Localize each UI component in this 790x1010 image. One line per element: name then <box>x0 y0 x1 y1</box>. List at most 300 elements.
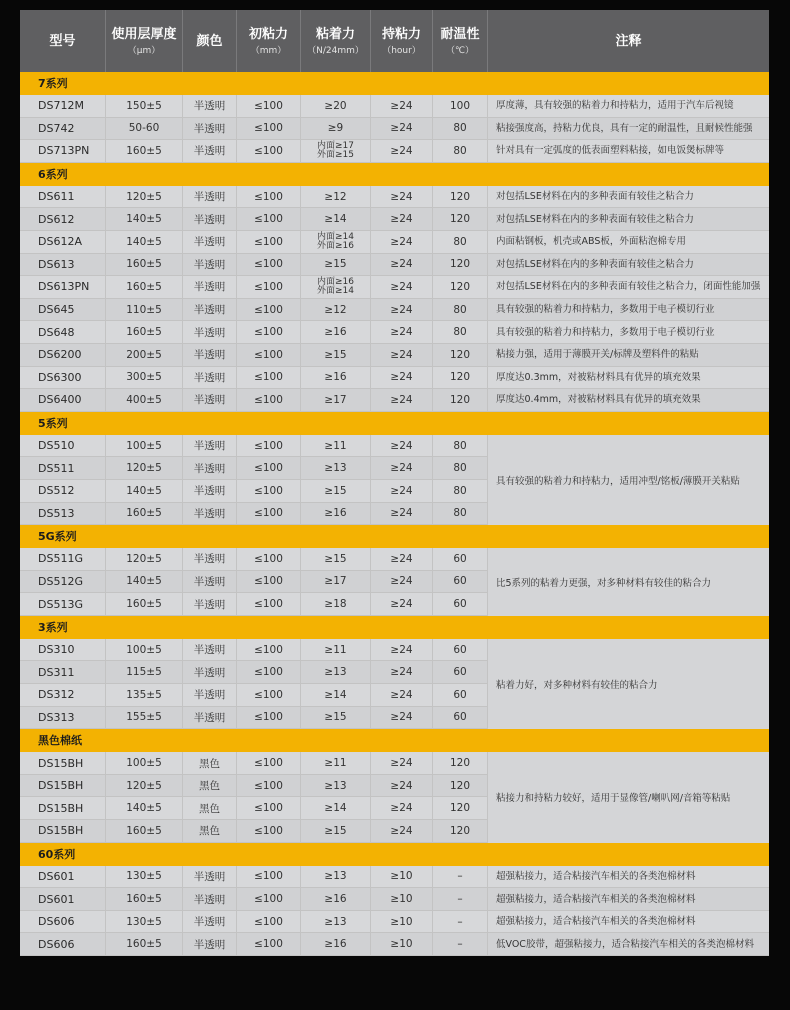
cell-temp: 120 <box>433 254 488 276</box>
cell-color: 半透明 <box>183 276 237 298</box>
cell-adh: ≥15 <box>301 480 371 502</box>
table-row <box>20 186 769 209</box>
cell-color: 黑色 <box>183 820 237 842</box>
cell-model: DS601 <box>20 866 106 888</box>
cell-tack: ≤100 <box>237 866 301 888</box>
cell-temp: – <box>433 888 488 910</box>
cell-thick: 160±5 <box>106 254 183 276</box>
header-unit: （℃） <box>445 45 475 56</box>
cell-adh: ≥13 <box>301 866 371 888</box>
table-row <box>20 118 769 141</box>
cell-adh: ≥9 <box>301 118 371 140</box>
header-title: 初粘力 <box>248 26 288 42</box>
cell-temp: 80 <box>433 299 488 321</box>
header-tack <box>237 10 301 72</box>
cell-hold: ≥24 <box>371 367 433 389</box>
cell-tack: ≤100 <box>237 888 301 910</box>
cell-thick: 160±5 <box>106 276 183 298</box>
cell-adh: ≥16 <box>301 503 371 525</box>
series-heading: 黑色棉纸 <box>20 729 769 752</box>
merged-note: 比5系列的粘着力更强，对多种材料有较佳的粘合力 <box>488 548 769 616</box>
cell-temp: 120 <box>433 344 488 366</box>
cell-tack: ≤100 <box>237 797 301 819</box>
cell-color: 黑色 <box>183 752 237 774</box>
cell-temp: 80 <box>433 480 488 502</box>
cell-thick: 140±5 <box>106 797 183 819</box>
cell-hold: ≥24 <box>371 548 433 570</box>
cell-color: 半透明 <box>183 140 237 162</box>
cell-color: 半透明 <box>183 254 237 276</box>
cell-adh <box>301 140 371 162</box>
cell-thick: 115±5 <box>106 661 183 683</box>
cell-tack: ≤100 <box>237 299 301 321</box>
cell-tack: ≤100 <box>237 95 301 117</box>
cell-adh: ≥16 <box>301 367 371 389</box>
cell-adh: ≥11 <box>301 435 371 457</box>
cell-color: 半透明 <box>183 457 237 479</box>
cell-adh: ≥17 <box>301 389 371 411</box>
cell-thick: 120±5 <box>106 548 183 570</box>
table-row <box>20 866 769 889</box>
cell-color: 黑色 <box>183 797 237 819</box>
cell-temp: 60 <box>433 707 488 729</box>
cell-tack: ≤100 <box>237 593 301 615</box>
table-row <box>20 254 769 277</box>
cell-color: 半透明 <box>183 684 237 706</box>
header-thick <box>106 10 183 72</box>
cell-adh: ≥13 <box>301 775 371 797</box>
cell-hold: ≥24 <box>371 140 433 162</box>
spec-table <box>20 72 769 956</box>
cell-tack: ≤100 <box>237 752 301 774</box>
cell-tack: ≤100 <box>237 639 301 661</box>
cell-tack: ≤100 <box>237 208 301 230</box>
cell-model: DS6300 <box>20 367 106 389</box>
cell-tack: ≤100 <box>237 231 301 253</box>
series-group <box>20 525 769 616</box>
cell-adh: ≥14 <box>301 684 371 706</box>
table-header <box>20 10 769 72</box>
cell-color: 半透明 <box>183 435 237 457</box>
cell-thick: 140±5 <box>106 231 183 253</box>
cell-model: DS613PN <box>20 276 106 298</box>
cell-color: 半透明 <box>183 208 237 230</box>
cell-hold: ≥24 <box>371 231 433 253</box>
cell-adh: ≥13 <box>301 457 371 479</box>
cell-color: 半透明 <box>183 888 237 910</box>
cell-model: DS313 <box>20 707 106 729</box>
header-color <box>183 10 237 72</box>
cell-model: DS15BH <box>20 820 106 842</box>
cell-temp: 120 <box>433 752 488 774</box>
cell-adh: ≥12 <box>301 186 371 208</box>
cell-hold: ≥24 <box>371 571 433 593</box>
series-heading: 60系列 <box>20 843 769 866</box>
cell-tack: ≤100 <box>237 254 301 276</box>
table-row <box>20 367 769 390</box>
cell-hold: ≥24 <box>371 775 433 797</box>
cell-note: 对包括LSE材料在内的多种表面有较佳之粘合力 <box>496 258 694 270</box>
cell-model: DS510 <box>20 435 106 457</box>
cell-color: 半透明 <box>183 344 237 366</box>
cell-model: DS312 <box>20 684 106 706</box>
cell-tack: ≤100 <box>237 775 301 797</box>
cell-thick: 130±5 <box>106 866 183 888</box>
cell-temp: – <box>433 866 488 888</box>
table-row <box>20 140 769 163</box>
cell-tack: ≤100 <box>237 367 301 389</box>
table-row <box>20 321 769 344</box>
header-title: 颜色 <box>196 33 223 49</box>
cell-thick: 160±5 <box>106 593 183 615</box>
cell-thick: 100±5 <box>106 752 183 774</box>
cell-temp: 120 <box>433 276 488 298</box>
table-row <box>20 389 769 412</box>
cell-model: DS645 <box>20 299 106 321</box>
table-row <box>20 888 769 911</box>
header-title: 耐温性 <box>440 26 480 42</box>
cell-model: DS712M <box>20 95 106 117</box>
cell-adh: ≥18 <box>301 593 371 615</box>
cell-model: DS513G <box>20 593 106 615</box>
header-model <box>20 10 106 72</box>
cell-temp: 60 <box>433 548 488 570</box>
cell-tack: ≤100 <box>237 820 301 842</box>
cell-model: DS15BH <box>20 775 106 797</box>
cell-thick: 140±5 <box>106 208 183 230</box>
header-temp <box>433 10 488 72</box>
cell-model: DS511 <box>20 457 106 479</box>
cell-note: 厚度达0.4mm，对被粘材料具有优异的填充效果 <box>496 394 701 406</box>
cell-thick: 160±5 <box>106 503 183 525</box>
cell-hold: ≥24 <box>371 299 433 321</box>
cell-thick: 120±5 <box>106 186 183 208</box>
cell-thick: 300±5 <box>106 367 183 389</box>
cell-temp: 80 <box>433 321 488 343</box>
cell-hold: ≥24 <box>371 254 433 276</box>
series-heading: 6系列 <box>20 163 769 186</box>
cell-tack: ≤100 <box>237 276 301 298</box>
header-title: 粘着力 <box>315 26 355 42</box>
adhesion-outer: 外面≥16 <box>317 240 354 251</box>
cell-adh: ≥17 <box>301 571 371 593</box>
cell-tack: ≤100 <box>237 389 301 411</box>
cell-model: DS310 <box>20 639 106 661</box>
series-group <box>20 163 769 412</box>
cell-model: DS612A <box>20 231 106 253</box>
table-row <box>20 231 769 254</box>
cell-note: 超强粘接力，适合粘接汽车相关的各类泡棉材料 <box>496 893 696 905</box>
header-unit: （mm） <box>250 45 287 56</box>
cell-thick: 130±5 <box>106 911 183 933</box>
header-unit: （μm） <box>127 45 161 56</box>
cell-adh: ≥13 <box>301 911 371 933</box>
cell-temp: 60 <box>433 639 488 661</box>
cell-thick: 120±5 <box>106 457 183 479</box>
cell-note: 低VOC胶带，超强粘接力，适合粘接汽车相关的各类泡棉材料 <box>496 938 754 950</box>
spec-sheet <box>20 10 769 993</box>
cell-thick: 120±5 <box>106 775 183 797</box>
series-heading: 3系列 <box>20 616 769 639</box>
cell-thick: 160±5 <box>106 888 183 910</box>
header-title: 持粘力 <box>381 26 421 42</box>
cell-tack: ≤100 <box>237 118 301 140</box>
cell-adh: ≥15 <box>301 820 371 842</box>
cell-thick: 140±5 <box>106 480 183 502</box>
cell-thick: 100±5 <box>106 435 183 457</box>
cell-thick: 150±5 <box>106 95 183 117</box>
cell-model: DS613 <box>20 254 106 276</box>
cell-temp: 60 <box>433 684 488 706</box>
cell-adh: ≥13 <box>301 661 371 683</box>
cell-temp: 60 <box>433 571 488 593</box>
cell-temp: 100 <box>433 95 488 117</box>
cell-color: 半透明 <box>183 593 237 615</box>
cell-hold: ≥24 <box>371 186 433 208</box>
cell-temp: 80 <box>433 435 488 457</box>
cell-hold: ≥24 <box>371 276 433 298</box>
table-row <box>20 911 769 934</box>
cell-color: 半透明 <box>183 911 237 933</box>
cell-temp: 120 <box>433 389 488 411</box>
cell-adh <box>301 231 371 253</box>
cell-color: 半透明 <box>183 231 237 253</box>
cell-hold: ≥24 <box>371 480 433 502</box>
cell-temp: 80 <box>433 503 488 525</box>
cell-model: DS15BH <box>20 752 106 774</box>
adhesion-inner: 内面≥17 <box>317 140 354 151</box>
cell-tack: ≤100 <box>237 457 301 479</box>
header-adh <box>301 10 371 72</box>
cell-model: DS606 <box>20 933 106 955</box>
cell-tack: ≤100 <box>237 480 301 502</box>
merged-note: 粘接力和持粘力较好，适用于显像管/喇叭网/音箱等粘贴 <box>488 752 769 842</box>
cell-note: 对包括LSE材料在内的多种表面有较佳之粘合力，闭面性能加强 <box>496 281 761 293</box>
cell-note: 粘接强度高，持粘力优良，具有一定的耐温性，且耐候性能强 <box>496 122 753 134</box>
cell-tack: ≤100 <box>237 911 301 933</box>
merged-note: 粘着力好，对多种材料有较佳的粘合力 <box>488 639 769 729</box>
cell-model: DS6200 <box>20 344 106 366</box>
header-unit: （hour） <box>382 45 421 56</box>
cell-color: 半透明 <box>183 866 237 888</box>
cell-hold: ≥24 <box>371 707 433 729</box>
cell-note: 对包括LSE材料在内的多种表面有较佳之粘合力 <box>496 213 694 225</box>
cell-hold: ≥24 <box>371 503 433 525</box>
cell-adh: ≥16 <box>301 321 371 343</box>
cell-hold: ≥10 <box>371 933 433 955</box>
table-row <box>20 299 769 322</box>
cell-thick: 200±5 <box>106 344 183 366</box>
cell-temp: – <box>433 911 488 933</box>
table-row <box>20 933 769 956</box>
cell-adh: ≥12 <box>301 299 371 321</box>
cell-hold: ≥24 <box>371 797 433 819</box>
cell-thick: 140±5 <box>106 571 183 593</box>
cell-hold: ≥24 <box>371 661 433 683</box>
cell-note: 超强粘接力，适合粘接汽车相关的各类泡棉材料 <box>496 870 696 882</box>
cell-color: 半透明 <box>183 480 237 502</box>
header-note <box>488 10 769 72</box>
cell-note: 内面粘钢板，机壳或ABS板，外面粘泡棉专用 <box>496 236 686 248</box>
header-unit: （N/24mm） <box>307 45 364 56</box>
cell-adh: ≥14 <box>301 797 371 819</box>
cell-adh: ≥16 <box>301 933 371 955</box>
cell-color: 半透明 <box>183 707 237 729</box>
cell-temp: – <box>433 933 488 955</box>
adhesion-inner: 内面≥14 <box>317 231 354 242</box>
cell-model: DS612 <box>20 208 106 230</box>
cell-color: 半透明 <box>183 299 237 321</box>
cell-thick: 160±5 <box>106 321 183 343</box>
cell-tack: ≤100 <box>237 548 301 570</box>
cell-model: DS15BH <box>20 797 106 819</box>
cell-color: 半透明 <box>183 639 237 661</box>
cell-adh <box>301 276 371 298</box>
adhesion-outer: 外面≥14 <box>317 285 354 296</box>
cell-hold: ≥24 <box>371 118 433 140</box>
cell-hold: ≥24 <box>371 321 433 343</box>
cell-model: DS6400 <box>20 389 106 411</box>
cell-color: 半透明 <box>183 389 237 411</box>
cell-hold: ≥24 <box>371 344 433 366</box>
cell-model: DS512 <box>20 480 106 502</box>
cell-adh: ≥20 <box>301 95 371 117</box>
cell-tack: ≤100 <box>237 933 301 955</box>
cell-adh: ≥15 <box>301 548 371 570</box>
cell-note: 厚度薄，具有较强的粘着力和持粘力，适用于汽车后视镜 <box>496 100 734 112</box>
cell-hold: ≥10 <box>371 866 433 888</box>
cell-color: 半透明 <box>183 95 237 117</box>
cell-hold: ≥24 <box>371 639 433 661</box>
cell-temp: 80 <box>433 140 488 162</box>
cell-thick: 155±5 <box>106 707 183 729</box>
cell-model: DS648 <box>20 321 106 343</box>
cell-tack: ≤100 <box>237 186 301 208</box>
cell-adh: ≥15 <box>301 707 371 729</box>
cell-model: DS606 <box>20 911 106 933</box>
cell-temp: 120 <box>433 797 488 819</box>
cell-note: 粘接力强，适用于薄膜开关/标牌及塑料件的粘贴 <box>496 349 699 361</box>
series-group <box>20 412 769 525</box>
cell-adh: ≥11 <box>301 752 371 774</box>
cell-adh: ≥11 <box>301 639 371 661</box>
cell-adh: ≥16 <box>301 888 371 910</box>
cell-thick: 100±5 <box>106 639 183 661</box>
cell-note: 具有较强的粘着力和持粘力，多数用于电子模切行业 <box>496 304 715 316</box>
cell-thick: 160±5 <box>106 140 183 162</box>
cell-model: DS511G <box>20 548 106 570</box>
cell-color: 半透明 <box>183 321 237 343</box>
cell-hold: ≥24 <box>371 95 433 117</box>
cell-temp: 120 <box>433 208 488 230</box>
header-title: 使用层厚度 <box>111 26 177 42</box>
cell-model: DS512G <box>20 571 106 593</box>
cell-tack: ≤100 <box>237 140 301 162</box>
cell-hold: ≥24 <box>371 435 433 457</box>
cell-color: 半透明 <box>183 548 237 570</box>
cell-thick: 400±5 <box>106 389 183 411</box>
cell-hold: ≥24 <box>371 820 433 842</box>
table-row <box>20 95 769 118</box>
adhesion-inner: 内面≥16 <box>317 276 354 287</box>
cell-hold: ≥24 <box>371 457 433 479</box>
cell-temp: 60 <box>433 593 488 615</box>
cell-model: DS742 <box>20 118 106 140</box>
cell-temp: 80 <box>433 457 488 479</box>
series-group <box>20 616 769 729</box>
table-row <box>20 344 769 367</box>
cell-model: DS713PN <box>20 140 106 162</box>
cell-model: DS611 <box>20 186 106 208</box>
cell-hold: ≥24 <box>371 208 433 230</box>
cell-tack: ≤100 <box>237 503 301 525</box>
cell-model: DS513 <box>20 503 106 525</box>
cell-hold: ≥24 <box>371 684 433 706</box>
cell-note: 对包括LSE材料在内的多种表面有较佳之粘合力 <box>496 191 694 203</box>
series-heading: 5系列 <box>20 412 769 435</box>
adhesion-outer: 外面≥15 <box>317 149 354 160</box>
header-title: 型号 <box>49 33 76 49</box>
cell-temp: 120 <box>433 820 488 842</box>
cell-thick: 160±5 <box>106 820 183 842</box>
header-title: 注释 <box>615 33 642 49</box>
cell-temp: 60 <box>433 661 488 683</box>
cell-tack: ≤100 <box>237 684 301 706</box>
cell-temp: 80 <box>433 231 488 253</box>
cell-hold: ≥24 <box>371 593 433 615</box>
cell-tack: ≤100 <box>237 571 301 593</box>
cell-tack: ≤100 <box>237 435 301 457</box>
cell-color: 半透明 <box>183 186 237 208</box>
cell-temp: 120 <box>433 775 488 797</box>
series-group <box>20 843 769 956</box>
cell-tack: ≤100 <box>237 344 301 366</box>
cell-hold: ≥24 <box>371 752 433 774</box>
cell-color: 黑色 <box>183 775 237 797</box>
cell-color: 半透明 <box>183 571 237 593</box>
cell-adh: ≥15 <box>301 254 371 276</box>
cell-tack: ≤100 <box>237 661 301 683</box>
cell-model: DS311 <box>20 661 106 683</box>
cell-color: 半透明 <box>183 503 237 525</box>
cell-note: 针对具有一定弧度的低表面塑料粘接，如电饭煲标牌等 <box>496 145 725 157</box>
series-group <box>20 72 769 163</box>
cell-tack: ≤100 <box>237 707 301 729</box>
cell-thick: 160±5 <box>106 933 183 955</box>
table-row <box>20 208 769 231</box>
cell-thick: 110±5 <box>106 299 183 321</box>
cell-color: 半透明 <box>183 661 237 683</box>
cell-hold: ≥24 <box>371 389 433 411</box>
cell-model: DS601 <box>20 888 106 910</box>
cell-color: 半透明 <box>183 367 237 389</box>
cell-adh: ≥15 <box>301 344 371 366</box>
series-heading: 5G系列 <box>20 525 769 548</box>
cell-color: 半透明 <box>183 933 237 955</box>
cell-note: 厚度达0.3mm，对被粘材料具有优异的填充效果 <box>496 371 701 383</box>
merged-note: 具有较强的粘着力和持粘力，适用冲型/铭板/薄膜开关粘贴 <box>488 435 769 525</box>
cell-color: 半透明 <box>183 118 237 140</box>
cell-temp: 120 <box>433 367 488 389</box>
cell-tack: ≤100 <box>237 321 301 343</box>
cell-thick: 50-60 <box>106 118 183 140</box>
series-group <box>20 729 769 842</box>
cell-thick: 135±5 <box>106 684 183 706</box>
cell-adh: ≥14 <box>301 208 371 230</box>
cell-hold: ≥10 <box>371 888 433 910</box>
cell-note: 超强粘接力，适合粘接汽车相关的各类泡棉材料 <box>496 916 696 928</box>
cell-temp: 120 <box>433 186 488 208</box>
